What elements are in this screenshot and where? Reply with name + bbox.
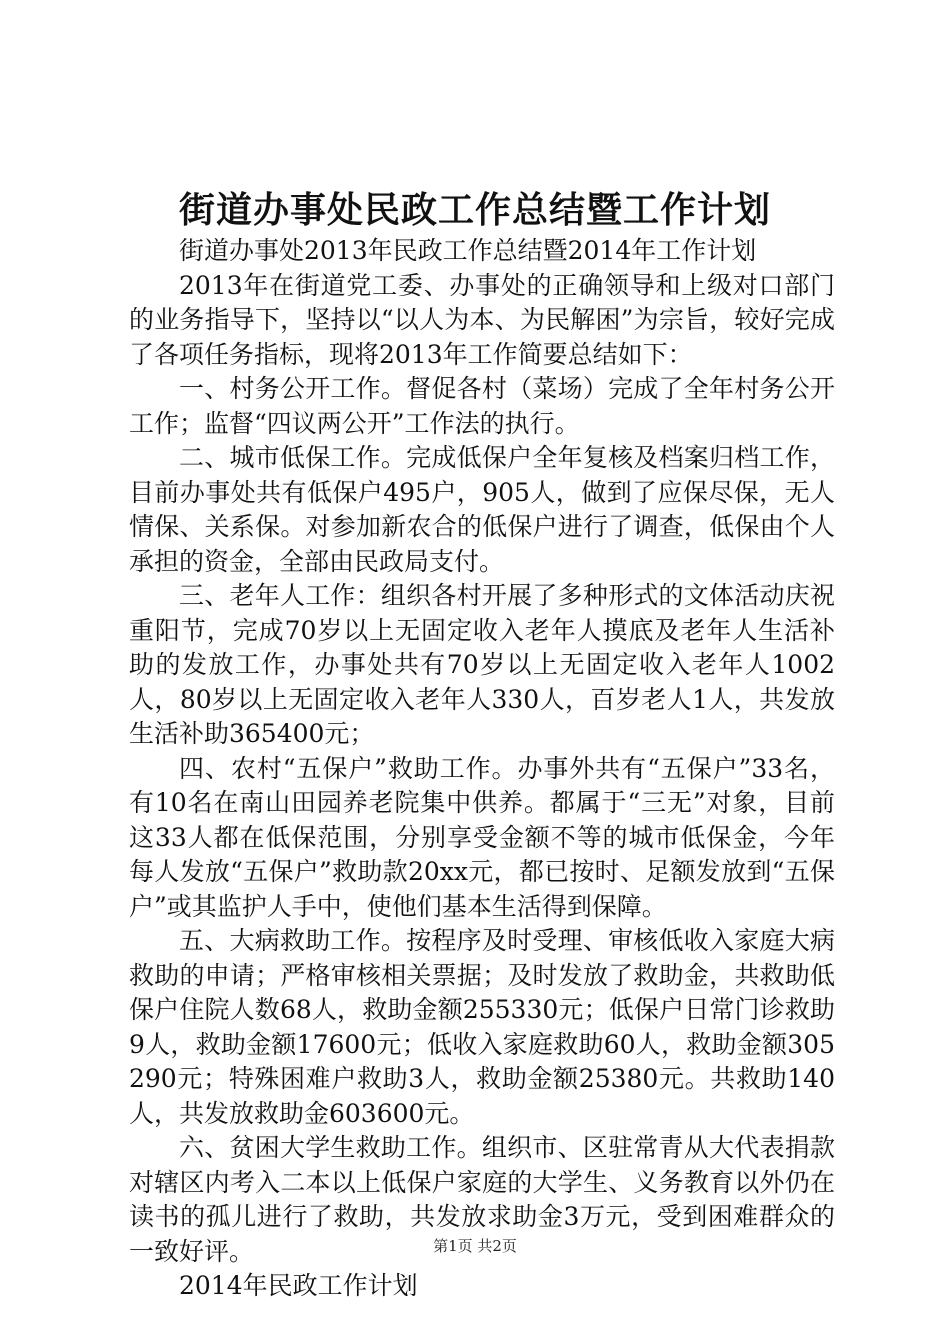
document-body: [129, 234, 835, 1304]
page-footer: 第1页 共2页: [433, 1237, 517, 1255]
paragraph-intro: 2013年在街道党工委、办事处的正确领导和上级对口部门的业务指导下，坚持以“以人为本、为民解困”为宗旨，较好完成了各项任务指标，现将2013年工作简要总结如下：: [129, 270, 835, 369]
document-title: 街道办事处民政工作总结暨工作计划: [178, 189, 771, 231]
paragraph-village-affairs: 一、村务公开工作。督促各村（菜场）完成了全年村务公开工作；监督“四议两公开”工作法的执行。: [129, 374, 835, 438]
paragraph-student-aid: 六、贫困大学生救助工作。组织市、区驻常青从大代表捐款对辖区内考入二本以上低保户家庭的大学生、义务教育以外仍在读书的孤儿进行了救助，共发放求助金3万元，受到困难群众的一致好评。: [129, 1133, 835, 1266]
paragraph-urban-subsistence: 二、城市低保工作。完成低保户全年复核及档案归档工作，目前办事处共有低保户495户，905人，做到了应保尽保，无人情保、关系保。对参加新农合的低保户进行了调查，低保由个人承担的资金，全部由民政局支付。: [129, 443, 835, 576]
paragraph-plan-heading: 2014年民政工作计划: [179, 1271, 418, 1300]
paragraph-subtitle: 街道办事处2013年民政工作总结暨2014年工作计划: [179, 236, 757, 265]
paragraph-five-guarantees: 四、农村“五保户”救助工作。办事外共有“五保户”33名，有10名在南山田园养老院集中供养。都属于“三无”对象，目前这33人都在低保范围，分别享受金额不等的城市低保金，今年每人发放“五保户”救助款20xx元，都已按时、足额发放到“五保户”或其监护人手中，使他们基本生活得到保障。: [129, 753, 835, 921]
paragraph-elderly: 三、老年人工作：组织各村开展了多种形式的文体活动庆祝重阳节，完成70岁以上无固定收入老年人摸底及老年人生活补助的发放工作，办事处共有70岁以上无固定收入老年人1002人，80岁以上无固定收入老年人330人，百岁老人1人，共发放生活补助365400元；: [129, 581, 835, 748]
paragraph-major-illness: 五、大病救助工作。按程序及时受理、审核低收入家庭大病救助的申请；严格审核相关票据；及时发放了救助金，共救助低保户住院人数68人，救助金额255330元；低保户日常门诊救助9人，救助金额17600元；低收入家庭救助60人，救助金额305290元；特殊困难户救助3人，救助金额25380元。共救助140人，共发放救助金603600元。: [129, 926, 835, 1128]
